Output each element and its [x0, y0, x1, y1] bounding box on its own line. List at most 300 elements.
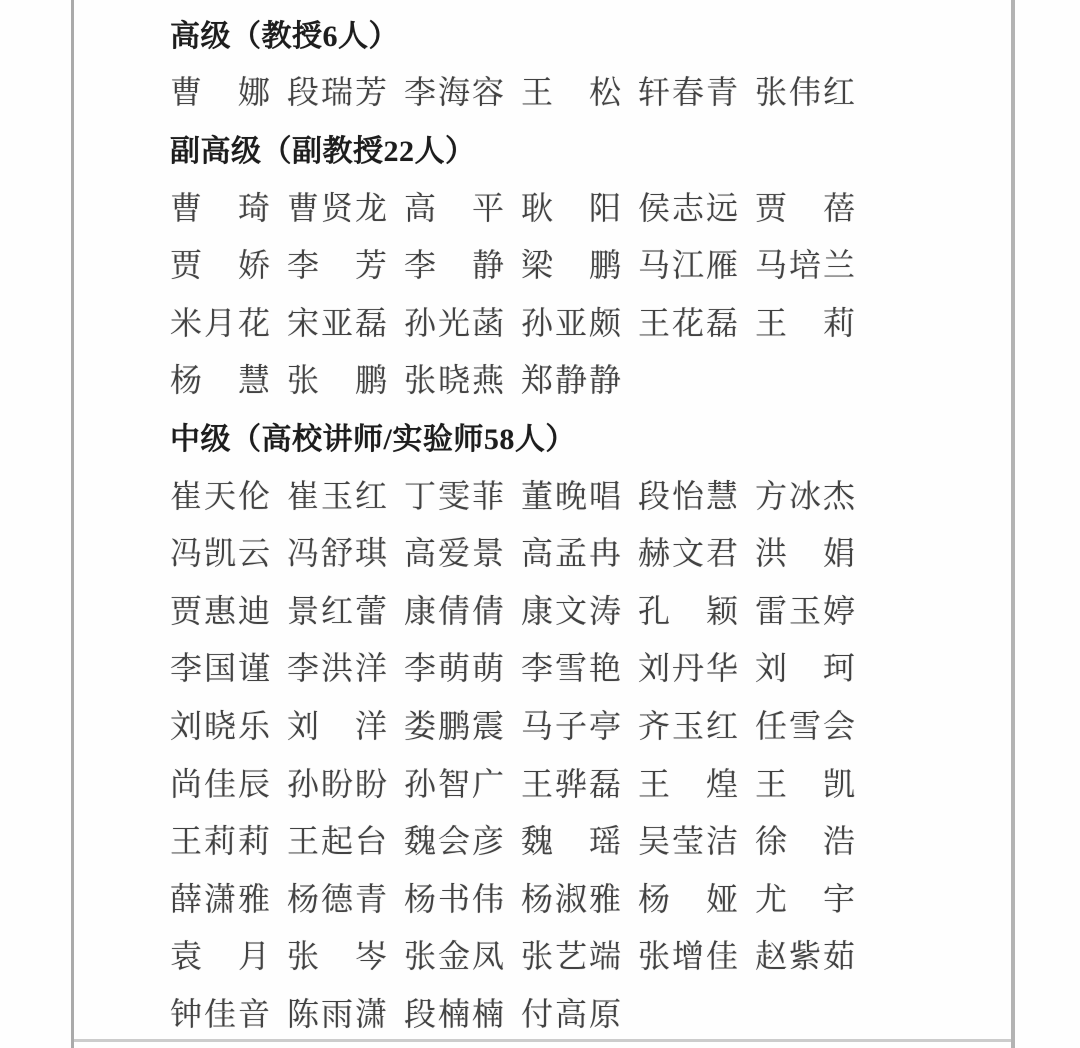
name-character: 佳 — [705, 938, 738, 975]
name-character: 鹏 — [437, 707, 470, 744]
name-character: 段 — [404, 995, 437, 1032]
name-character: 颖 — [705, 592, 738, 629]
person-name — [170, 816, 270, 862]
name-character: 侯 — [638, 189, 671, 226]
name-character: 雅 — [588, 880, 621, 917]
person-name — [287, 874, 387, 920]
name-character: 台 — [354, 823, 387, 860]
name-character: 曹 — [170, 74, 203, 111]
name-character: 起 — [320, 823, 353, 860]
person-name — [755, 528, 855, 574]
name-character: 耿 — [521, 189, 554, 226]
name-character: 莉 — [237, 823, 270, 860]
person-name — [521, 759, 621, 805]
name-character: 慧 — [237, 362, 270, 399]
name-character: 磊 — [354, 304, 387, 341]
name-character: 洋 — [354, 707, 387, 744]
name-character: 艳 — [588, 650, 621, 687]
name-character: 芳 — [354, 247, 387, 284]
person-name — [287, 240, 387, 286]
person-name — [755, 67, 855, 113]
name-character: 杨 — [404, 880, 437, 917]
person-name — [170, 471, 270, 517]
person-name — [287, 643, 387, 689]
person-name — [170, 874, 270, 920]
section-heading: 副高级（副教授22人） — [170, 134, 476, 168]
person-name — [755, 759, 855, 805]
name-character: 王 — [521, 74, 554, 111]
name-character: 亚 — [320, 304, 353, 341]
name-character: 瑶 — [588, 823, 621, 860]
person-name — [170, 586, 270, 632]
name-character: 淑 — [554, 880, 587, 917]
name-character: 孔 — [638, 592, 671, 629]
person-name — [287, 989, 387, 1035]
name-character: 张 — [638, 938, 671, 975]
name-character: 迪 — [237, 592, 270, 629]
name-character: 彦 — [471, 823, 504, 860]
person-name — [404, 67, 504, 113]
name-character: 郑 — [521, 362, 554, 399]
name-character: 洋 — [354, 650, 387, 687]
name-character: 赫 — [638, 535, 671, 572]
name-row — [170, 62, 870, 120]
name-character: 刘 — [638, 650, 671, 687]
name-character: 孙 — [287, 765, 320, 802]
name-row — [170, 868, 870, 926]
person-name — [287, 298, 387, 344]
name-character: 王 — [287, 823, 320, 860]
name-character: 王 — [755, 765, 788, 802]
person-name — [170, 355, 270, 401]
person-name — [521, 931, 621, 977]
name-character: 红 — [354, 477, 387, 514]
name-character: 伟 — [471, 880, 504, 917]
person-name — [755, 931, 855, 977]
name-character: 钟 — [170, 995, 203, 1032]
name-character: 张 — [755, 74, 788, 111]
person-name — [287, 528, 387, 574]
person-name — [638, 701, 738, 747]
name-character: 王 — [521, 765, 554, 802]
name-character: 娟 — [822, 535, 855, 572]
name-character: 齐 — [638, 707, 671, 744]
name-character: 燕 — [471, 362, 504, 399]
name-character: 王 — [638, 304, 671, 341]
name-character: 孙 — [404, 765, 437, 802]
name-character: 兰 — [822, 247, 855, 284]
person-name — [638, 528, 738, 574]
name-character: 冉 — [588, 535, 621, 572]
name-character: 阳 — [588, 189, 621, 226]
name-character: 楠 — [471, 995, 504, 1032]
name-character: 静 — [588, 362, 621, 399]
name-character: 国 — [203, 650, 236, 687]
name-character: 花 — [237, 304, 270, 341]
person-name — [638, 298, 738, 344]
name-character: 佳 — [203, 995, 236, 1032]
person-name — [170, 701, 270, 747]
name-row — [170, 810, 870, 868]
name-row — [170, 465, 870, 523]
name-character: 景 — [471, 535, 504, 572]
name-character: 刘 — [287, 707, 320, 744]
name-character: 杨 — [638, 880, 671, 917]
person-name — [638, 471, 738, 517]
name-character: 音 — [237, 995, 270, 1032]
name-character: 子 — [554, 707, 587, 744]
name-character: 君 — [705, 535, 738, 572]
name-character: 佳 — [203, 765, 236, 802]
person-name — [404, 874, 504, 920]
person-name — [521, 298, 621, 344]
name-character: 丁 — [404, 477, 437, 514]
name-character: 杨 — [521, 880, 554, 917]
name-character: 贾 — [170, 592, 203, 629]
name-character: 紫 — [788, 938, 821, 975]
person-name — [287, 355, 387, 401]
name-character: 崔 — [287, 477, 320, 514]
name-character: 潇 — [203, 880, 236, 917]
name-character: 魏 — [521, 823, 554, 860]
name-character: 张 — [404, 938, 437, 975]
name-character: 茹 — [822, 938, 855, 975]
name-character: 李 — [404, 650, 437, 687]
name-character: 马 — [638, 247, 671, 284]
person-name — [638, 874, 738, 920]
person-name — [638, 816, 738, 862]
name-character: 广 — [471, 765, 504, 802]
name-character: 薛 — [170, 880, 203, 917]
name-character: 唱 — [588, 477, 621, 514]
name-character: 刘 — [755, 650, 788, 687]
name-character: 王 — [755, 304, 788, 341]
name-character: 轩 — [638, 74, 671, 111]
name-character: 任 — [755, 707, 788, 744]
name-character: 康 — [404, 592, 437, 629]
name-character: 亭 — [588, 707, 621, 744]
name-character: 康 — [521, 592, 554, 629]
section-heading: 中级（高校讲师/实验师58人） — [170, 422, 576, 456]
name-character: 云 — [237, 535, 270, 572]
person-name — [638, 67, 738, 113]
name-character: 震 — [471, 707, 504, 744]
name-character: 月 — [203, 304, 236, 341]
name-character: 涛 — [588, 592, 621, 629]
name-character: 春 — [671, 74, 704, 111]
person-name — [638, 240, 738, 286]
name-character: 文 — [671, 535, 704, 572]
name-character: 冯 — [170, 535, 203, 572]
name-character: 张 — [287, 938, 320, 975]
name-character: 琦 — [237, 189, 270, 226]
person-name — [287, 67, 387, 113]
person-name — [521, 586, 621, 632]
name-character: 月 — [237, 938, 270, 975]
name-character: 远 — [705, 189, 738, 226]
name-character: 舒 — [320, 535, 353, 572]
name-character: 蕾 — [354, 592, 387, 629]
name-character: 潇 — [354, 995, 387, 1032]
name-character: 蓓 — [822, 189, 855, 226]
name-character: 曹 — [170, 189, 203, 226]
name-character: 洁 — [705, 823, 738, 860]
name-character: 慧 — [705, 477, 738, 514]
name-character: 马 — [755, 247, 788, 284]
name-character: 尚 — [170, 765, 203, 802]
person-name — [287, 931, 387, 977]
name-character: 高 — [521, 535, 554, 572]
name-character: 王 — [638, 765, 671, 802]
person-name — [755, 701, 855, 747]
person-name — [287, 586, 387, 632]
name-character: 娅 — [705, 880, 738, 917]
name-character: 海 — [437, 74, 470, 111]
person-name — [404, 643, 504, 689]
name-character: 颇 — [588, 304, 621, 341]
person-name — [170, 528, 270, 574]
name-character: 鹏 — [354, 362, 387, 399]
name-character: 高 — [554, 995, 587, 1032]
person-name — [404, 240, 504, 286]
name-character: 梁 — [521, 247, 554, 284]
person-name — [521, 240, 621, 286]
name-character: 芳 — [354, 74, 387, 111]
name-character: 平 — [471, 189, 504, 226]
name-character: 静 — [554, 362, 587, 399]
name-character: 惠 — [203, 592, 236, 629]
name-character: 菡 — [471, 304, 504, 341]
person-name — [521, 989, 621, 1035]
person-name — [170, 643, 270, 689]
person-name — [404, 298, 504, 344]
name-character: 骅 — [554, 765, 587, 802]
name-character: 怡 — [671, 477, 704, 514]
name-character: 岑 — [354, 938, 387, 975]
name-character: 文 — [554, 592, 587, 629]
name-character: 冯 — [287, 535, 320, 572]
name-character: 凯 — [822, 765, 855, 802]
name-character: 会 — [437, 823, 470, 860]
name-character: 楠 — [437, 995, 470, 1032]
person-name — [638, 586, 738, 632]
person-name — [521, 67, 621, 113]
name-character: 董 — [521, 477, 554, 514]
person-name — [521, 643, 621, 689]
name-character: 张 — [287, 362, 320, 399]
name-character: 伟 — [788, 74, 821, 111]
name-character: 段 — [287, 74, 320, 111]
person-name — [521, 471, 621, 517]
name-character: 徐 — [755, 823, 788, 860]
name-character: 亚 — [554, 304, 587, 341]
name-character: 高 — [404, 535, 437, 572]
person-name — [638, 759, 738, 805]
person-name — [521, 528, 621, 574]
name-character: 书 — [437, 880, 470, 917]
person-name — [404, 701, 504, 747]
name-character: 孙 — [521, 304, 554, 341]
person-name — [170, 759, 270, 805]
person-name — [170, 989, 270, 1035]
person-name — [404, 471, 504, 517]
name-character: 袁 — [170, 938, 203, 975]
person-name — [287, 816, 387, 862]
name-character: 青 — [354, 880, 387, 917]
name-character: 红 — [320, 592, 353, 629]
person-name — [170, 298, 270, 344]
name-character: 李 — [287, 650, 320, 687]
name-character: 雅 — [237, 880, 270, 917]
name-character: 婷 — [822, 592, 855, 629]
name-character: 贾 — [755, 189, 788, 226]
person-name — [755, 816, 855, 862]
name-character: 红 — [822, 74, 855, 111]
name-character: 魏 — [404, 823, 437, 860]
name-character: 凤 — [471, 938, 504, 975]
person-name — [638, 183, 738, 229]
name-character: 煌 — [705, 765, 738, 802]
name-character: 龙 — [354, 189, 387, 226]
name-row — [170, 695, 870, 753]
name-character: 玉 — [788, 592, 821, 629]
name-character: 浩 — [822, 823, 855, 860]
person-name — [755, 298, 855, 344]
person-name — [404, 931, 504, 977]
name-row — [170, 983, 870, 1041]
person-name — [404, 989, 504, 1035]
name-character: 段 — [638, 477, 671, 514]
page-right-border — [1011, 0, 1015, 1048]
name-character: 盼 — [354, 765, 387, 802]
person-name — [755, 643, 855, 689]
name-character: 玉 — [320, 477, 353, 514]
name-character: 曹 — [287, 189, 320, 226]
name-character: 李 — [521, 650, 554, 687]
name-character: 莉 — [822, 304, 855, 341]
person-name — [404, 355, 504, 401]
name-character: 马 — [521, 707, 554, 744]
name-character: 江 — [671, 247, 704, 284]
person-name — [170, 183, 270, 229]
person-name — [521, 816, 621, 862]
name-row — [170, 522, 870, 580]
name-character: 天 — [203, 477, 236, 514]
person-name — [404, 183, 504, 229]
name-character: 晓 — [203, 707, 236, 744]
person-name — [287, 759, 387, 805]
name-character: 菲 — [471, 477, 504, 514]
name-character: 陈 — [287, 995, 320, 1032]
name-character: 松 — [588, 74, 621, 111]
name-character: 李 — [287, 247, 320, 284]
name-character: 辰 — [237, 765, 270, 802]
name-character: 凯 — [203, 535, 236, 572]
name-character: 米 — [170, 304, 203, 341]
name-character: 洪 — [320, 650, 353, 687]
name-character: 贾 — [170, 247, 203, 284]
name-character: 静 — [471, 247, 504, 284]
name-character: 花 — [671, 304, 704, 341]
name-character: 萌 — [471, 650, 504, 687]
page-left-border — [71, 0, 74, 1048]
name-character: 宇 — [822, 880, 855, 917]
person-name — [638, 931, 738, 977]
name-character: 张 — [404, 362, 437, 399]
name-character: 刘 — [170, 707, 203, 744]
name-character: 李 — [404, 74, 437, 111]
name-character: 谨 — [237, 650, 270, 687]
person-name — [638, 643, 738, 689]
name-character: 晓 — [437, 362, 470, 399]
person-name — [404, 528, 504, 574]
name-character: 丹 — [671, 650, 704, 687]
person-name — [287, 471, 387, 517]
person-name — [521, 183, 621, 229]
name-character: 金 — [437, 938, 470, 975]
name-character: 李 — [404, 247, 437, 284]
name-character: 赵 — [755, 938, 788, 975]
name-character: 宋 — [287, 304, 320, 341]
name-character: 景 — [287, 592, 320, 629]
person-name — [170, 67, 270, 113]
person-name — [170, 240, 270, 286]
name-character: 磊 — [705, 304, 738, 341]
name-row — [170, 177, 870, 235]
name-character: 娜 — [237, 74, 270, 111]
name-character: 端 — [588, 938, 621, 975]
name-character: 珂 — [822, 650, 855, 687]
person-name — [521, 355, 621, 401]
name-character: 倩 — [471, 592, 504, 629]
name-character: 杨 — [170, 362, 203, 399]
name-row — [170, 638, 870, 696]
name-character: 高 — [404, 189, 437, 226]
name-character: 娇 — [237, 247, 270, 284]
name-character: 王 — [170, 823, 203, 860]
name-character: 鹏 — [588, 247, 621, 284]
name-character: 盼 — [320, 765, 353, 802]
name-character: 瑞 — [320, 74, 353, 111]
name-character: 爱 — [437, 535, 470, 572]
section-heading: 高级（教授6人） — [170, 19, 399, 53]
name-character: 崔 — [170, 477, 203, 514]
person-name — [404, 759, 504, 805]
name-character: 雷 — [755, 592, 788, 629]
name-character: 原 — [588, 995, 621, 1032]
person-name — [287, 183, 387, 229]
name-character: 容 — [471, 74, 504, 111]
person-name — [404, 586, 504, 632]
name-row — [170, 350, 870, 408]
name-character: 雪 — [788, 707, 821, 744]
name-character: 杰 — [822, 477, 855, 514]
name-character: 磊 — [588, 765, 621, 802]
name-character: 艺 — [554, 938, 587, 975]
name-character: 杨 — [287, 880, 320, 917]
name-row — [170, 580, 870, 638]
person-name — [755, 183, 855, 229]
name-character: 玉 — [671, 707, 704, 744]
name-character: 志 — [671, 189, 704, 226]
name-character: 张 — [521, 938, 554, 975]
name-character: 智 — [437, 765, 470, 802]
name-character: 莹 — [671, 823, 704, 860]
document-content — [170, 4, 870, 1041]
name-row — [170, 292, 870, 350]
name-character: 付 — [521, 995, 554, 1032]
name-character: 华 — [705, 650, 738, 687]
